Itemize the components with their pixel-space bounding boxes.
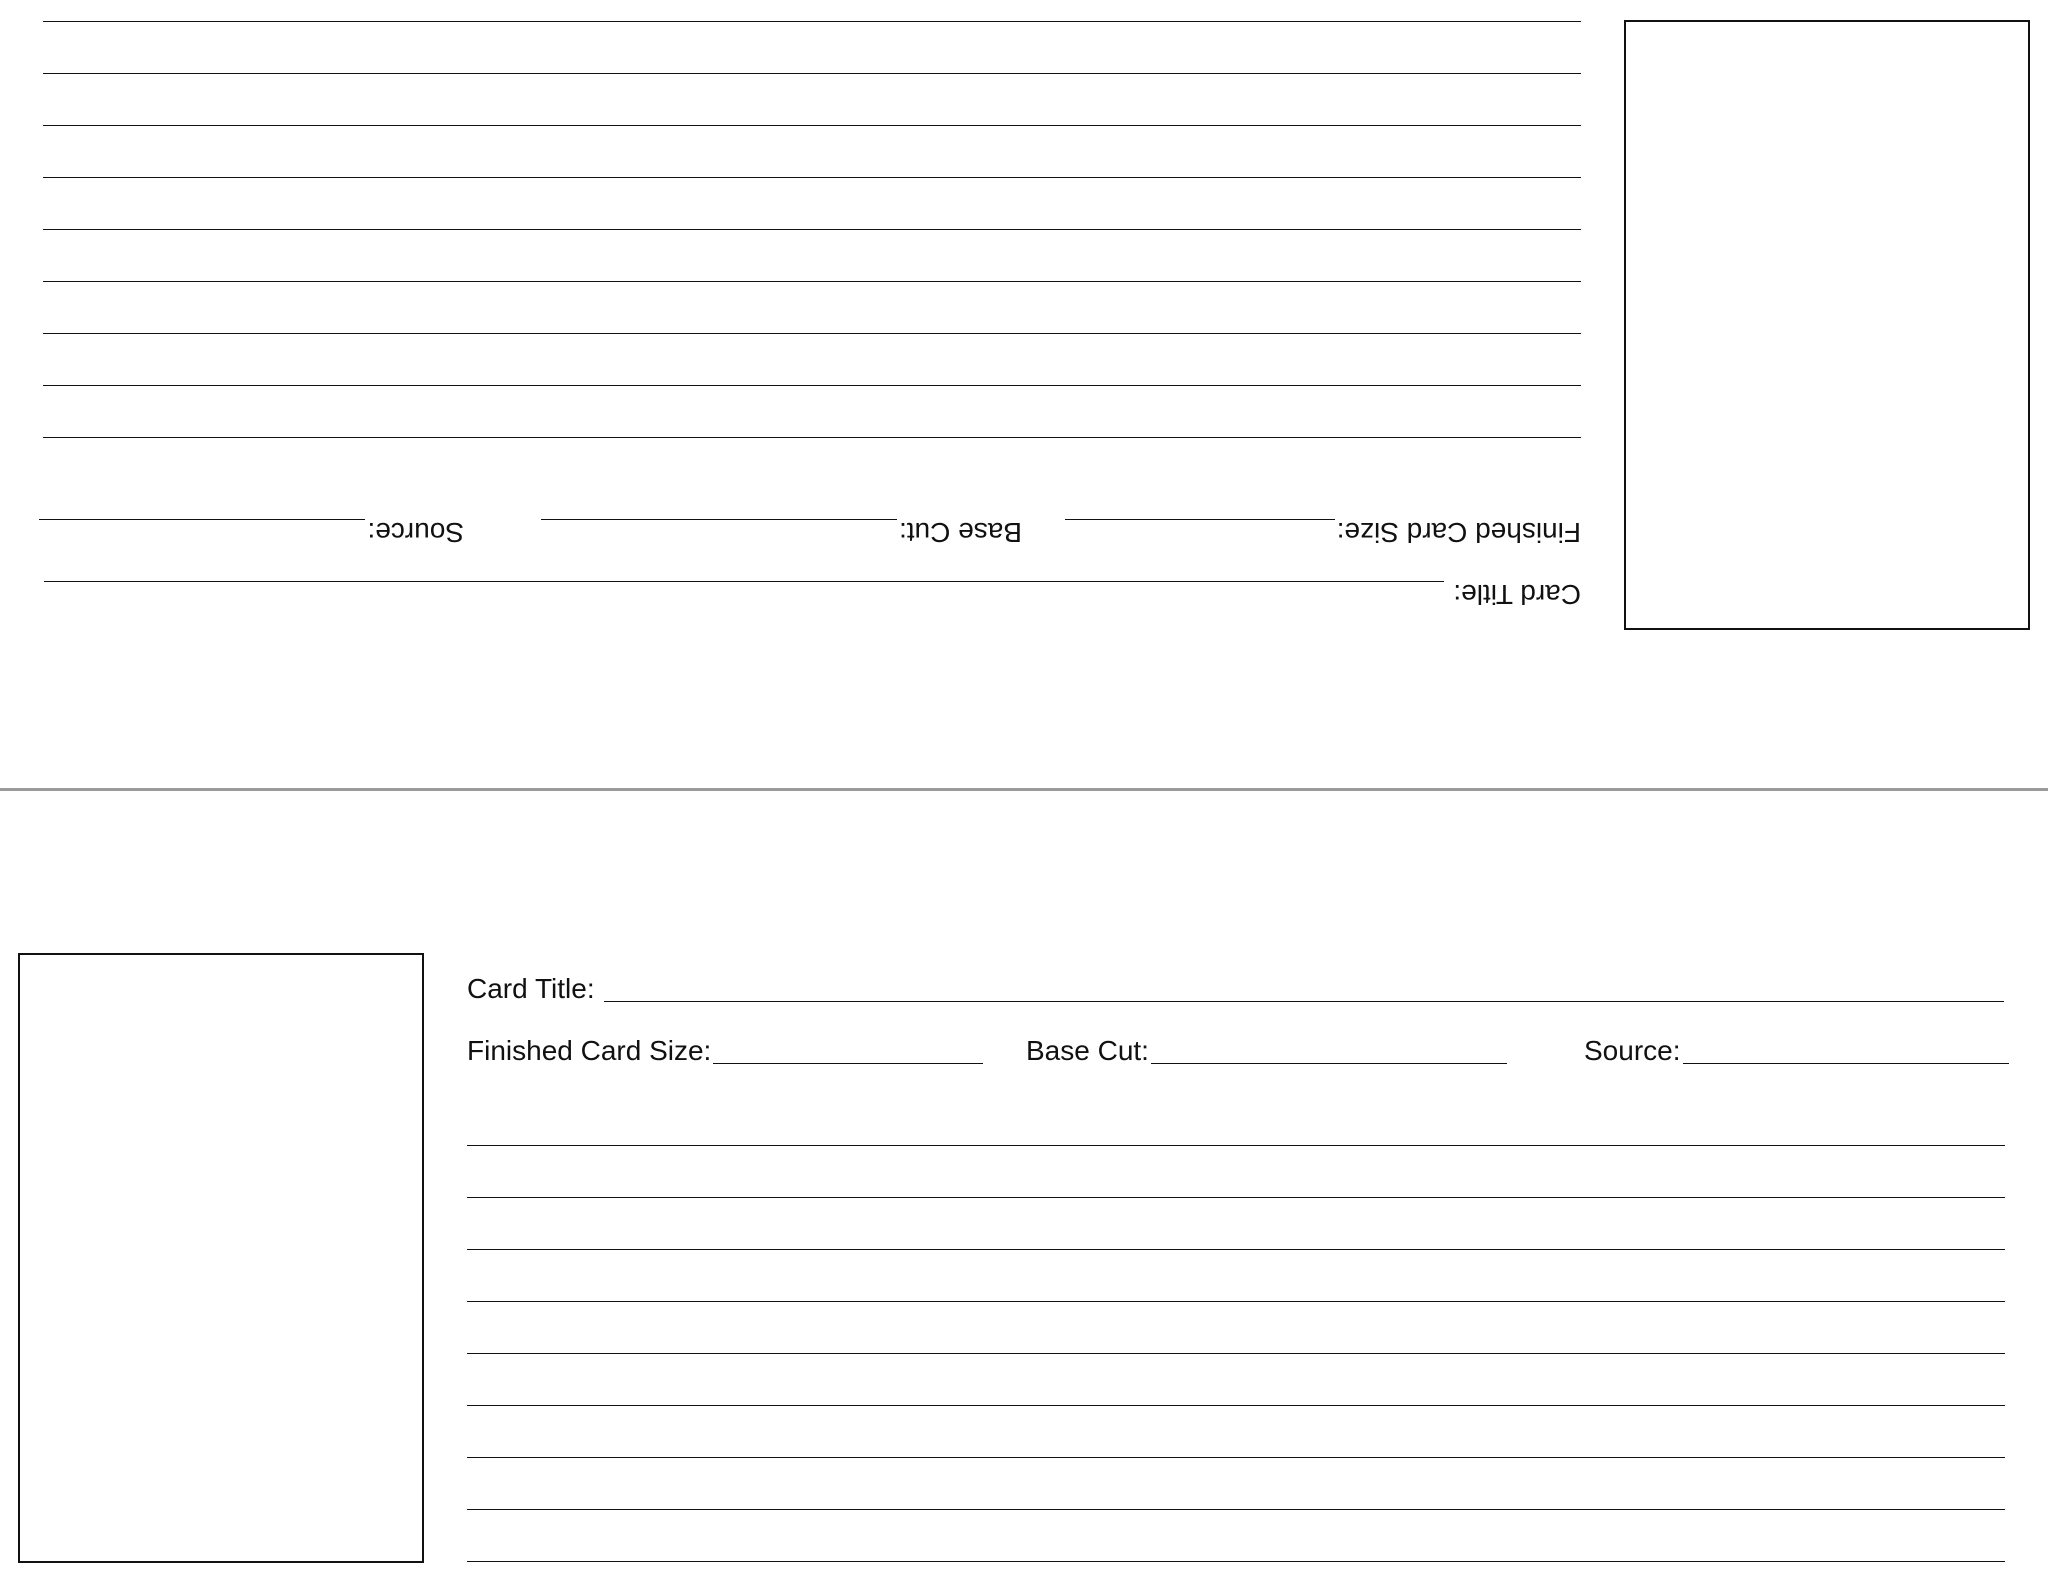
writing-line[interactable] <box>43 333 1581 334</box>
base-cut-label: Base Cut: <box>899 517 1022 548</box>
base-cut-label: Base Cut: <box>1026 1035 1149 1066</box>
finished-card-size-field[interactable] <box>467 1035 983 1067</box>
writing-line[interactable] <box>467 1457 2005 1458</box>
finished-card-size-blank[interactable] <box>1065 519 1335 520</box>
base-cut-blank[interactable] <box>1151 1063 1507 1064</box>
fold-line <box>0 788 2048 791</box>
card-title-blank[interactable] <box>44 581 1444 582</box>
base-cut-field[interactable] <box>541 516 1022 548</box>
finished-card-size-blank[interactable] <box>713 1063 983 1064</box>
writing-line[interactable] <box>43 125 1581 126</box>
card-front <box>0 793 2048 1583</box>
writing-line[interactable] <box>43 281 1581 282</box>
source-label: Source: <box>1584 1035 1681 1066</box>
writing-line[interactable] <box>467 1145 2005 1146</box>
card-title-field[interactable] <box>467 973 2004 1005</box>
writing-line[interactable] <box>43 229 1581 230</box>
writing-line[interactable] <box>43 21 1581 22</box>
base-cut-field[interactable] <box>1026 1035 1507 1067</box>
card-back-flipped <box>0 0 2048 790</box>
writing-line[interactable] <box>467 1353 2005 1354</box>
writing-line[interactable] <box>43 73 1581 74</box>
writing-line[interactable] <box>467 1301 2005 1302</box>
source-field[interactable] <box>1584 1035 2009 1067</box>
card-title-blank[interactable] <box>604 1001 2004 1002</box>
source-field[interactable] <box>40 516 465 548</box>
finished-card-size-field[interactable] <box>1065 516 1581 548</box>
writing-line[interactable] <box>467 1249 2005 1250</box>
card-title-label: Card Title: <box>1445 579 1581 610</box>
base-cut-blank[interactable] <box>541 519 897 520</box>
writing-line[interactable] <box>43 437 1581 438</box>
card-title-field[interactable] <box>44 578 1581 610</box>
writing-line[interactable] <box>467 1561 2005 1562</box>
finished-card-size-label: Finished Card Size: <box>467 1035 712 1066</box>
writing-line[interactable] <box>467 1405 2005 1406</box>
photo-placeholder[interactable] <box>18 953 424 1563</box>
card-title-label: Card Title: <box>467 973 603 1004</box>
photo-placeholder[interactable] <box>1624 20 2030 630</box>
writing-line[interactable] <box>43 177 1581 178</box>
source-blank[interactable] <box>40 519 366 520</box>
writing-line[interactable] <box>467 1509 2005 1510</box>
finished-card-size-label: Finished Card Size: <box>1336 517 1581 548</box>
source-label: Source: <box>367 517 464 548</box>
source-blank[interactable] <box>1683 1063 2009 1064</box>
writing-line[interactable] <box>467 1197 2005 1198</box>
writing-line[interactable] <box>43 385 1581 386</box>
